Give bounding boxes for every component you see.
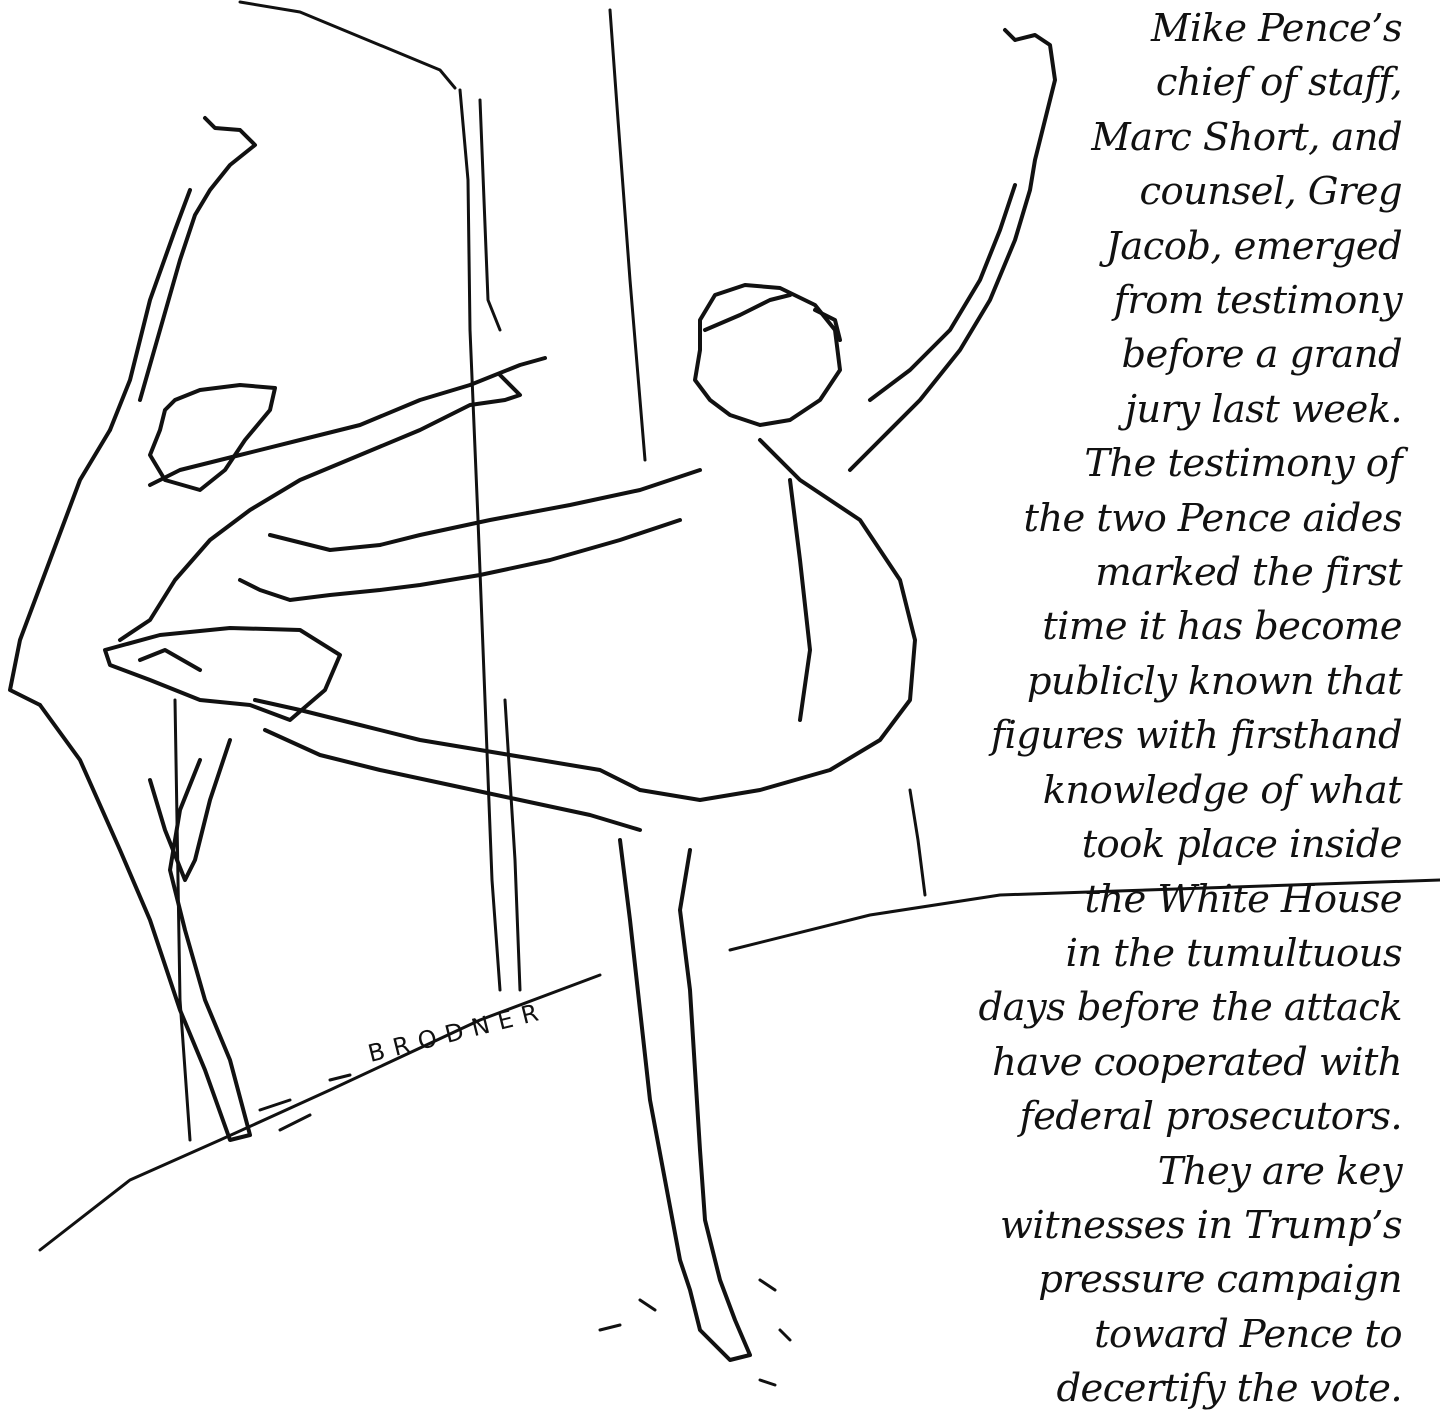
caption-line: federal prosecutors. — [1019, 1094, 1402, 1140]
caption-line: publicly known that — [1026, 658, 1402, 704]
caption-line: figures with firsthand — [990, 713, 1402, 759]
caption-line: marked the first — [1095, 550, 1402, 596]
caption-line: took place inside — [1081, 822, 1402, 868]
caption-line: days before the attack — [978, 985, 1402, 1031]
caption-text — [882, 2, 1402, 1417]
caption-line: time it has become — [1042, 604, 1402, 650]
caption-line: Jacob, emerged — [1105, 223, 1402, 269]
caption-line: toward Pence to — [1094, 1311, 1402, 1357]
caption-line: witnesses in Trump’s — [1000, 1202, 1402, 1248]
caption-line: the White House — [1084, 876, 1402, 922]
caption-line: from testimony — [1113, 278, 1402, 324]
caption-line: They are key — [1157, 1148, 1402, 1194]
caption-line: decertify the vote. — [1056, 1366, 1402, 1412]
caption-line: the two Pence aides — [1023, 495, 1402, 541]
caption-line: counsel, Greg — [1139, 169, 1402, 215]
left-dancer — [10, 118, 545, 1140]
caption-line: in the tumultuous — [1065, 930, 1402, 976]
artist-signature: BRODNER — [365, 996, 550, 1068]
caption-line: before a grand — [1121, 332, 1402, 378]
caption-line: have cooperated with — [992, 1039, 1402, 1085]
caption-line: jury last week. — [1125, 386, 1402, 432]
caption-line: Mike Pence’s — [1151, 6, 1402, 51]
caption-line: chief of staff, — [1155, 60, 1402, 106]
caption-line: Marc Short, and — [1091, 114, 1402, 160]
caption-line: knowledge of what — [1042, 767, 1402, 813]
caption-line: pressure campaign — [1038, 1257, 1402, 1303]
caption-line: The testimony of — [1084, 441, 1402, 487]
